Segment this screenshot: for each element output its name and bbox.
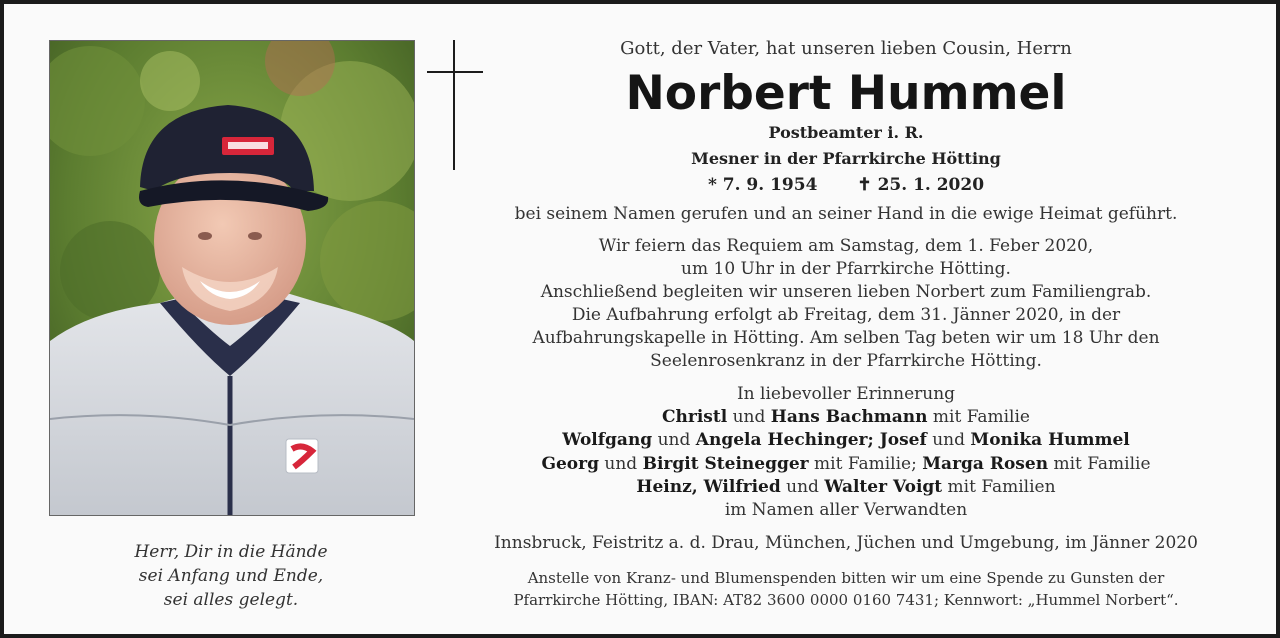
mourner-name: Birgit Steinegger [642, 454, 809, 474]
birth-date: * 7. 9. 1954 [707, 175, 818, 195]
quote-line: sei Anfang und Ende, [138, 566, 324, 586]
mourner-name: Marga Rosen [922, 454, 1049, 474]
requiem-line: Seelenrosenkranz in der Pfarrkirche Hötting. [650, 351, 1042, 371]
mourner-name: Heinz, Wilfried [636, 477, 781, 497]
called-home-line: bei seinem Namen gerufen und an seiner Hand in die ewige Heimat geführt. [514, 204, 1178, 224]
mourner-name: Christl [662, 407, 728, 427]
requiem-line: Die Aufbahrung erfolgt ab Freitag, dem 31. Jänner 2020, in der [571, 305, 1121, 325]
donation-line: Anstelle von Kranz- und Blumenspenden bitten wir um eine Spende zu Gunsten der [527, 569, 1165, 587]
mourner-line [442, 476, 1250, 499]
intro-line: Gott, der Vater, hat unseren lieben Cousin, Herrn [620, 38, 1072, 59]
requiem-line: Wir feiern das Requiem am Samstag, dem 1. Feber 2020, [598, 236, 1094, 256]
connector-text: und [780, 477, 825, 497]
requiem-line: Aufbahrungskapelle in Hötting. Am selben Tag beten wir um 18 Uhr den [532, 328, 1160, 348]
mourner-line [442, 429, 1250, 452]
quote-block [49, 540, 413, 612]
deceased-name: Norbert Hummel [625, 66, 1067, 121]
place-date-line: Innsbruck, Feistritz a. d. Drau, München, Jüchen und Umgebung, im Jänner 2020 [494, 533, 1198, 553]
connector-text: und [926, 430, 971, 450]
memory-heading: In liebevoller Erinnerung [736, 384, 956, 404]
connector-text: und [652, 430, 696, 450]
mourner-line [442, 453, 1250, 476]
mourner-line [442, 406, 1250, 429]
connector-text: mit Familie [927, 407, 1030, 427]
connector-text: mit Familie; [808, 454, 923, 474]
death-date: ✝ 25. 1. 2020 [857, 175, 985, 195]
connector-text: mit Familien [942, 477, 1056, 497]
requiem-line: Anschließend begleiten wir unseren lieben Norbert zum Familiengrab. [540, 282, 1152, 302]
portrait-illustration [50, 41, 414, 515]
connector-text: und [727, 407, 771, 427]
mourner-name: Monika Hummel [970, 430, 1130, 450]
mourner-line: im Namen aller Verwandten [724, 500, 968, 520]
quote-line: sei alles gelegt. [163, 590, 299, 610]
connector-text: und [599, 454, 643, 474]
quote-line: Herr, Dir in die Hände [134, 542, 328, 562]
mourner-name: Georg [541, 454, 599, 474]
mourner-name: Wolfgang [562, 430, 653, 450]
mourner-name: Angela Hechinger; Josef [695, 430, 927, 450]
occupation-line: Postbeamter i. R. [768, 123, 924, 142]
connector-text: mit Familie [1048, 454, 1151, 474]
donation-line: Pfarrkirche Hötting, IBAN: AT82 3600 0000 0160 7431; Kennwort: „Hummel Norbert“. [513, 591, 1179, 609]
portrait-photo [49, 40, 415, 516]
mourner-name: Hans Bachmann [770, 407, 928, 427]
occupation-line: Mesner in der Pfarrkirche Hötting [691, 149, 1001, 168]
requiem-line: um 10 Uhr in der Pfarrkirche Hötting. [681, 259, 1011, 279]
life-dates [442, 172, 1250, 198]
mourner-name: Walter Voigt [824, 477, 943, 497]
